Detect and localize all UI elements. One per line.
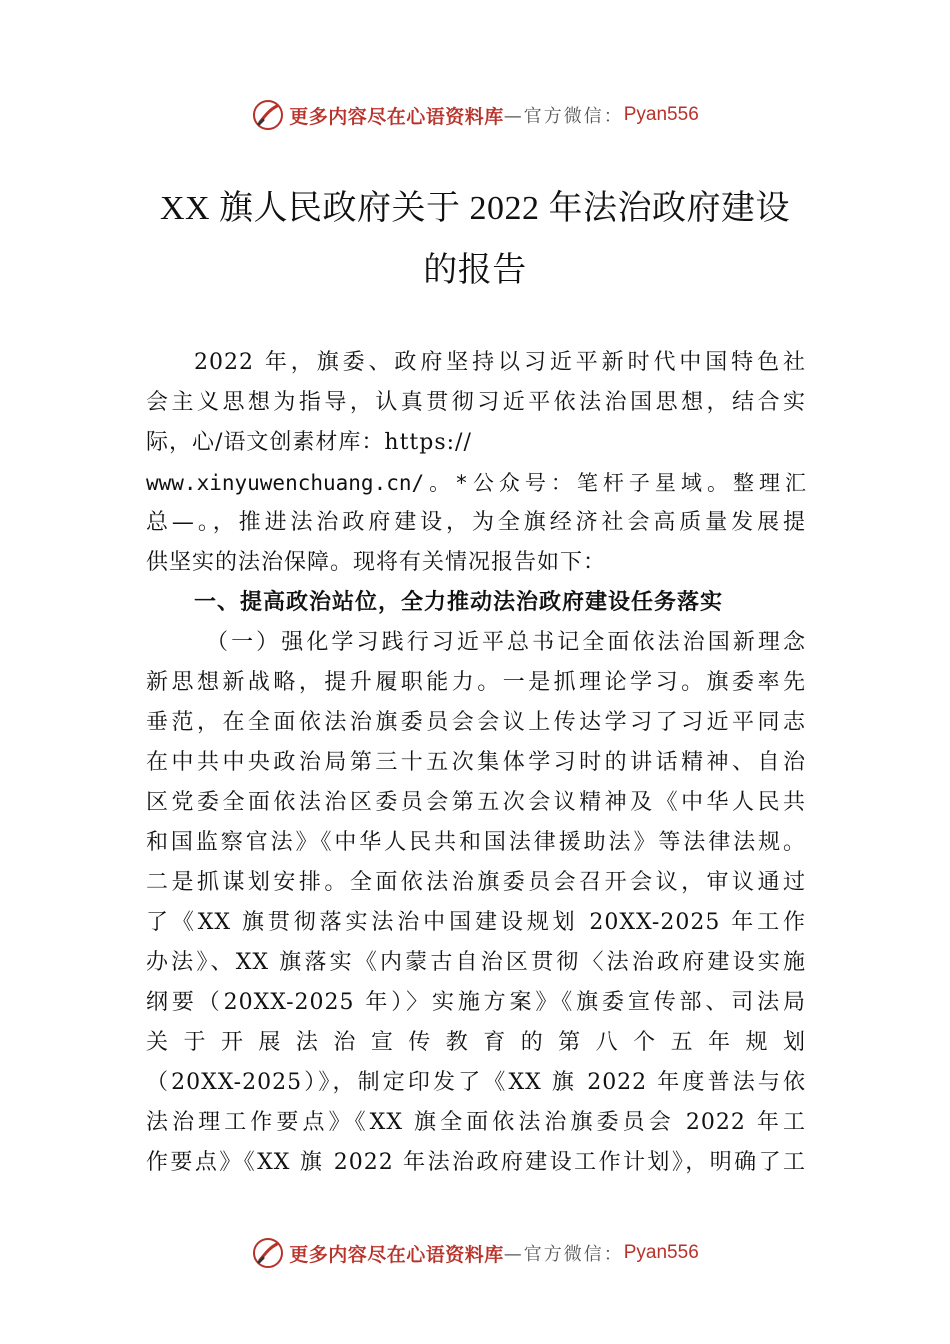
body-line: 区党委全面依法治区委员会第五次会议精神及《中华人民共 — [146, 790, 806, 815]
title-line-2: 的报告 — [423, 252, 527, 289]
body-line: （20XX-2025）》，制定印发了《XX 旗 2022 年度普法与依 — [146, 1070, 806, 1095]
body-line: 纲要（20XX-2025 年）〉实施方案》《旗委宣传部、司法局 — [146, 990, 806, 1015]
document-body — [146, 343, 806, 1183]
body-line: 和国监察官法》《中华人民共和国法律援助法》等法律法规。 — [146, 830, 806, 855]
body-line: www.xinyuwenchuang.cn/。*公众号：笔杆子星域。整理汇 — [146, 471, 806, 495]
banner-main-text: 更多内容尽在心语资料库 — [289, 105, 504, 128]
body-line: 关于开展法治宣传教育的第八个五年规划 — [146, 1030, 806, 1055]
body-line: 法治理工作要点》《XX 旗全面依法治旗委员会 2022 年工 — [146, 1110, 806, 1135]
banner-sub-text: —官方微信： — [503, 106, 624, 127]
banner-main-text: 更多内容尽在心语资料库 — [289, 1243, 504, 1266]
body-line: 办法》、XX 旗落实《内蒙古自治区贯彻〈法治政府建设实施 — [146, 950, 806, 975]
banner-wechat-id: Pyan556 — [623, 104, 699, 125]
body-line: 新思想新战略，提升履职能力。一是抓理论学习。旗委率先 — [146, 670, 806, 695]
body-line: 二是抓谋划安排。全面依法治旗委员会召开会议，审议通过 — [146, 870, 806, 895]
section-heading: 一、提高政治站位，全力推动法治政府建设任务落实 — [194, 590, 724, 615]
body-line: 在中共中央政治局第三十五次集体学习时的讲话精神、自治 — [146, 750, 806, 775]
brush-logo-icon — [251, 98, 285, 132]
body-line: （一）强化学习践行习近平总书记全面依法治国新理念 — [206, 630, 806, 655]
banner-sub-text: —官方微信： — [503, 1244, 624, 1265]
banner-wechat-id: Pyan556 — [623, 1242, 699, 1263]
body-line: 作要点》《XX 旗 2022 年法治政府建设工作计划》，明确了工 — [146, 1150, 806, 1175]
document-title — [0, 178, 950, 302]
body-line: 供坚实的法治保障。现将有关情况报告如下： — [146, 550, 607, 575]
body-line: 总—。，推进法治政府建设，为全旗经济社会高质量发展提 — [146, 510, 806, 535]
header-banner — [0, 95, 950, 135]
brush-logo-icon — [251, 1236, 285, 1270]
body-line: 2022 年，旗委、政府坚持以习近平新时代中国特色社 — [194, 350, 806, 375]
body-line: 了《XX 旗贯彻落实法治中国建设规划 20XX-2025 年工作 — [146, 910, 806, 935]
body-line: 垂范，在全面依法治旗委员会会议上传达学习了习近平同志 — [146, 710, 806, 735]
footer-banner — [0, 1233, 950, 1273]
title-line-1: XX 旗人民政府关于 2022 年法治政府建设 — [159, 190, 791, 227]
body-line: 会主义思想为指导，认真贯彻习近平依法治国思想，结合实 — [146, 390, 806, 415]
body-line: 际，心/语文创素材库：https:// — [146, 430, 472, 455]
